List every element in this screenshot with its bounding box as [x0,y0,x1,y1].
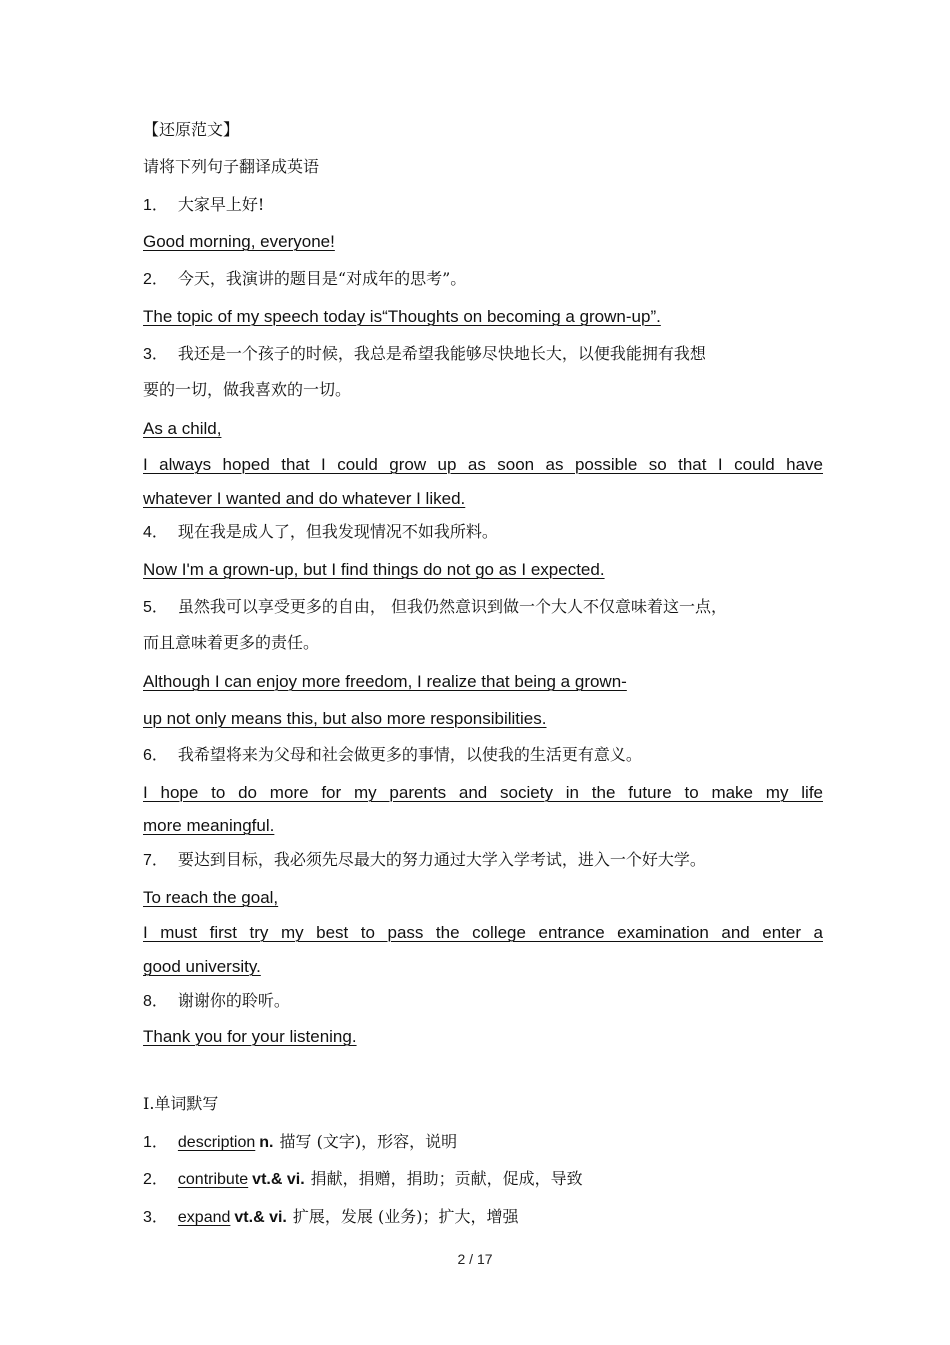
item-2-english: The topic of my speech today is“Thoughts on becoming a grown-up”. [143,307,661,326]
part-of-speech: vt.& vi. [234,1209,287,1226]
item-3-chinese-line2: 要的一切，做我喜欢的一切。 [143,380,352,399]
item-5-chinese-line2: 而且意味着更多的责任。 [143,633,320,652]
item-number: 4． [143,524,168,541]
vocab-meaning: 扩展，发展 (业务)；扩大，增强 [292,1207,519,1226]
item-6-english-line2: more meaningful. [143,816,275,835]
item-6-chinese [143,743,642,768]
vocab-heading: Ⅰ.单词默写 [143,1094,219,1113]
item-3-english-line2: I always hoped that I could grow up as soon as possible so that I could have [143,455,823,474]
part-of-speech: vt.& vi. [252,1171,305,1188]
item-number: 7． [143,852,168,869]
item-4-english: Now I'm a grown-up, but I find things do not go as I expected. [143,560,605,579]
chinese-sentence: 我还是一个孩子的时候，我总是希望我能够尽快地长大，以便我能拥有我想 [177,344,706,363]
item-number: 6． [143,747,168,764]
chinese-sentence: 今天，我演讲的题目是“对成年的思考”。 [177,269,467,288]
vocab-item-2 [143,1167,583,1192]
vocab-word: contribute [177,1171,249,1188]
chinese-sentence: 大家早上好! [177,195,265,214]
item-number: 8． [143,993,168,1010]
item-number: 2． [143,271,168,288]
vocab-item-1 [143,1130,457,1155]
vocab-meaning: 描写 (文字)，形容，说明 [279,1132,458,1151]
item-3-english-line1: As a child, [143,419,222,438]
item-7-english-line3: good university. [143,957,261,976]
item-8-chinese [143,989,290,1014]
item-4-chinese [143,520,498,545]
section-heading: 【还原范文】 [143,120,240,139]
item-5-english-line2: up not only means this, but also more responsibilities. [143,709,547,728]
instruction-text: 请将下列句子翻译成英语 [143,157,320,176]
item-7-english-line2: I must first try my best to pass the college entrance examination and enter a [143,923,823,942]
chinese-sentence: 虽然我可以享受更多的自由， 但我仍然意识到做一个大人不仅意味着这一点， [177,597,727,616]
item-number: 5． [143,599,168,616]
chinese-sentence: 现在我是成人了，但我发现情况不如我所料。 [177,522,498,541]
chinese-sentence: 要达到目标，我必须先尽最大的努力通过大学入学考试，进入一个好大学。 [177,850,706,869]
vocab-word: expand [177,1209,231,1226]
item-7-english-line1: To reach the goal, [143,888,279,907]
item-1-chinese [143,193,264,218]
item-2-chinese [143,267,466,292]
item-number: 3． [143,346,168,363]
chinese-sentence: 谢谢你的聆听。 [177,991,290,1010]
part-of-speech: n. [259,1134,274,1151]
item-number: 1． [143,197,168,214]
vocab-number: 2． [143,1171,168,1188]
page-number: 2 / 17 [457,1251,493,1267]
item-5-english-line1: Although I can enjoy more freedom, I realize that being a grown- [143,672,627,691]
item-8-english: Thank you for your listening. [143,1027,357,1046]
chinese-sentence: 我希望将来为父母和社会做更多的事情，以使我的生活更有意义。 [177,745,642,764]
vocab-item-3 [143,1205,518,1230]
item-3-english-line3: whatever I wanted and do whatever I liked. [143,489,466,508]
item-6-english-line1: I hope to do more for my parents and society in the future to make my life [143,783,823,802]
item-5-chinese-line1 [143,595,727,620]
vocab-number: 1． [143,1134,168,1151]
item-1-english: Good morning, everyone! [143,232,335,251]
vocab-meaning: 捐献，捐赠，捐助；贡献，促成，导致 [310,1169,583,1188]
vocab-number: 3． [143,1209,168,1226]
item-7-chinese [143,848,706,873]
vocab-word: description [177,1134,256,1151]
item-3-chinese-line1 [143,342,706,367]
